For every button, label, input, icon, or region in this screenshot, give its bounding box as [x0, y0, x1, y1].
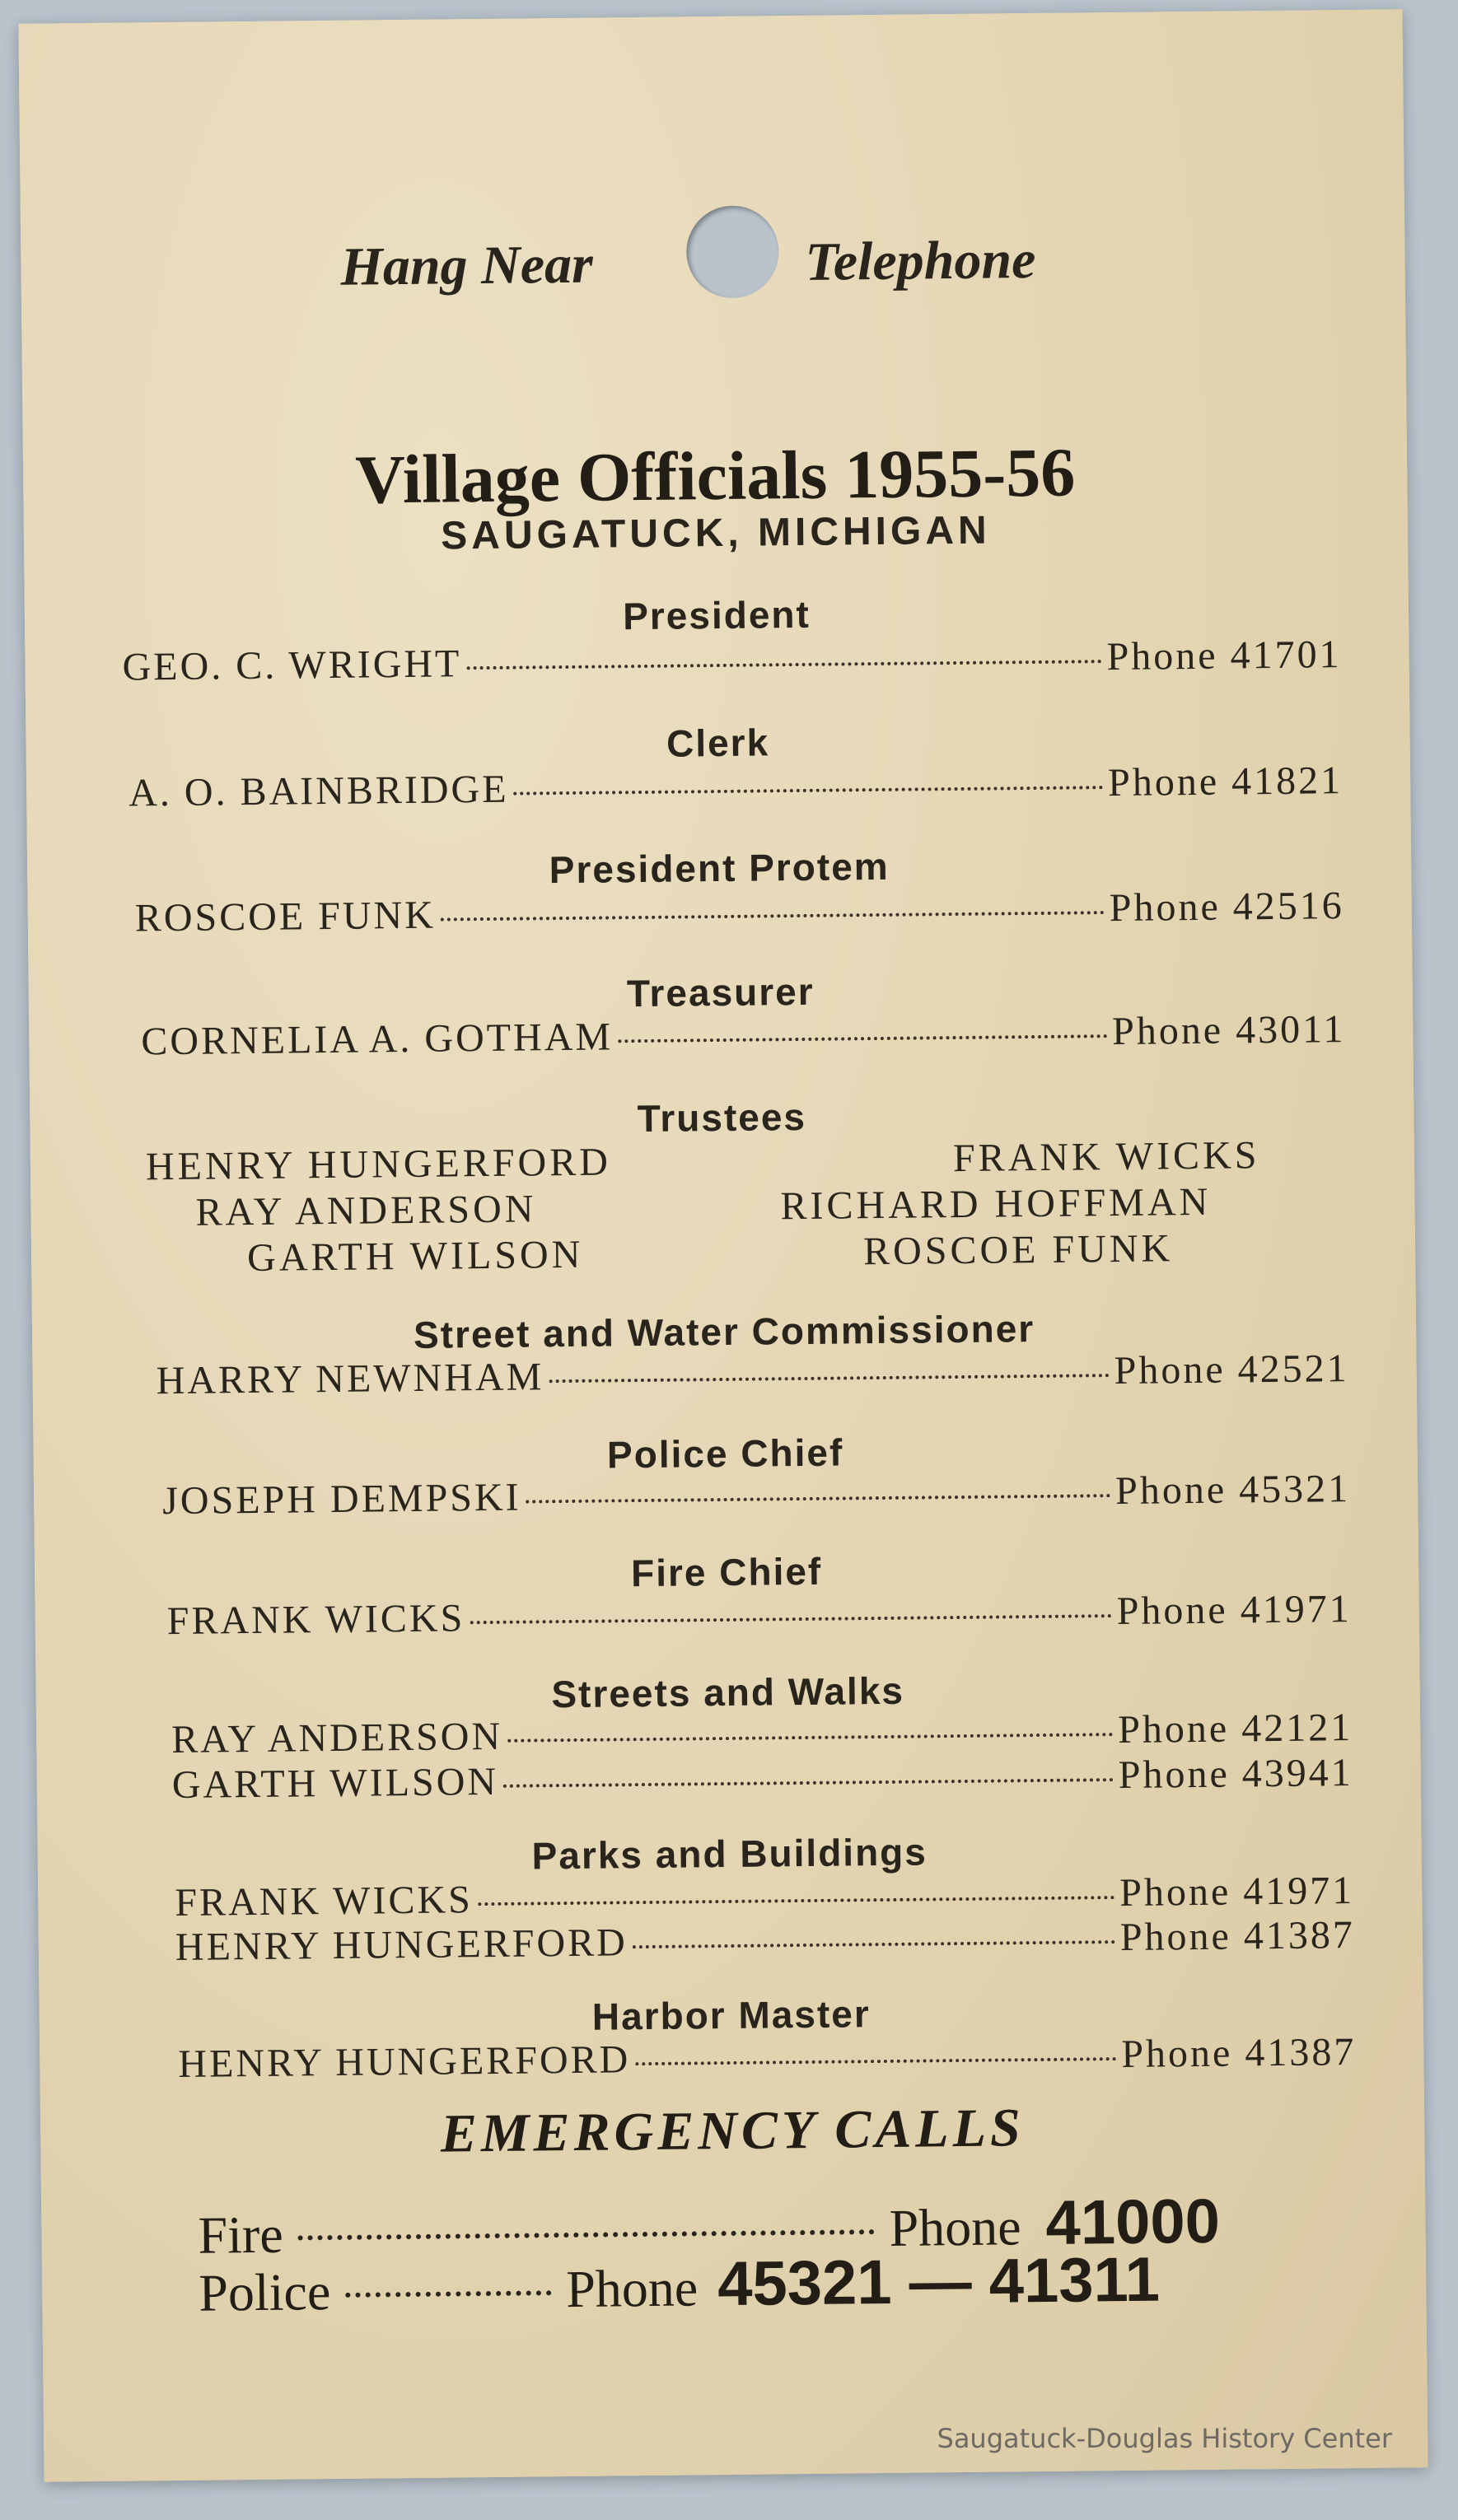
leader-dots — [298, 2229, 875, 2240]
leader-dots — [514, 786, 1104, 795]
phone-label: Phone — [889, 2197, 1021, 2257]
official-name: HENRY HUNGERFORD — [175, 1920, 629, 1970]
trustee-name: HENRY HUNGERFORD — [145, 1140, 612, 1189]
trustee-name: ROSCOE FUNK — [862, 1226, 1174, 1274]
street-water-heading: Street and Water Commissioner — [413, 1307, 1035, 1356]
official-name: JOSEPH DEMPSKI — [161, 1475, 521, 1524]
leader-dots — [441, 911, 1105, 921]
leader-dots — [507, 1733, 1113, 1743]
trustee-name: RAY ANDERSON — [195, 1187, 537, 1234]
fire-chief-heading: Fire Chief — [630, 1549, 823, 1595]
phone-number: Phone 41387 — [1121, 2030, 1357, 2076]
phone-number: Phone 45321 — [1115, 1467, 1351, 1514]
leader-dots — [635, 2057, 1116, 2065]
trustee-name: RICHARD HOFFMAN — [780, 1179, 1212, 1229]
treasurer-heading: Treasurer — [626, 969, 815, 1015]
protem-heading: President Protem — [549, 844, 890, 892]
trustees-heading: Trustees — [637, 1094, 807, 1141]
phone-number: Phone 42521 — [1114, 1346, 1349, 1393]
phone-number: Phone 41971 — [1119, 1869, 1355, 1916]
emergency-heading: EMERGENCY CALLS — [440, 2098, 1026, 2164]
phone-number: Phone 41971 — [1116, 1587, 1352, 1634]
leader-dots — [526, 1494, 1111, 1503]
clerk-heading: Clerk — [666, 721, 770, 765]
emergency-police-row — [199, 2242, 1353, 2326]
phone-number: Phone 42516 — [1109, 884, 1344, 931]
official-name: ROSCOE FUNK — [134, 893, 437, 940]
official-name: GARTH WILSON — [171, 1759, 499, 1808]
president-heading: President — [622, 592, 811, 638]
official-name: A. O. BAINBRIDGE — [128, 767, 509, 815]
photo-credit: Saugatuck-Douglas History Center — [937, 2423, 1392, 2454]
emergency-label: Fire — [198, 2205, 284, 2265]
phone-number: Phone 41701 — [1106, 632, 1342, 679]
hang-near-label: Hang Near — [340, 234, 594, 297]
leader-dots — [618, 1034, 1107, 1043]
leader-dots — [345, 2290, 551, 2298]
leader-dots — [466, 660, 1101, 670]
official-name: GEO. C. WRIGHT — [122, 642, 462, 689]
phone-number: Phone 42121 — [1117, 1706, 1353, 1752]
trustee-name: FRANK WICKS — [952, 1133, 1260, 1181]
phone-number: Phone 43941 — [1118, 1751, 1354, 1798]
emergency-label: Police — [198, 2262, 331, 2322]
phone-number: Phone 41821 — [1107, 758, 1344, 805]
hanging-hole — [686, 205, 779, 298]
phone-number: Phone 41387 — [1119, 1913, 1356, 1959]
official-name: HENRY HUNGERFORD — [178, 2037, 631, 2086]
official-name: FRANK WICKS — [166, 1596, 465, 1644]
phone-label: Phone — [565, 2258, 699, 2319]
card-title: Village Officials 1955-56 — [354, 434, 1076, 519]
phone-number: Phone 43011 — [1111, 1007, 1346, 1054]
parks-heading: Parks and Buildings — [531, 1830, 928, 1878]
trustee-name: GARTH WILSON — [246, 1232, 584, 1281]
leader-dots — [470, 1614, 1111, 1624]
streets-walks-heading: Streets and Walks — [551, 1668, 905, 1716]
official-name: RAY ANDERSON — [171, 1714, 503, 1762]
police-chief-heading: Police Chief — [606, 1430, 844, 1477]
telephone-label: Telephone — [805, 229, 1036, 292]
card-subtitle: SAUGATUCK, MICHIGAN — [440, 508, 991, 558]
harbor-master-heading: Harbor Master — [591, 1992, 871, 2038]
leader-dots — [478, 1896, 1115, 1906]
official-name: HARRY NEWNHAM — [156, 1355, 544, 1403]
emergency-number: 41000 — [1045, 2186, 1221, 2258]
emergency-number: 45321 — 41311 — [717, 2244, 1161, 2320]
leader-dots — [633, 1940, 1115, 1948]
official-name: CORNELIA A. GOTHAM — [141, 1015, 614, 1064]
phone-card — [18, 9, 1428, 2481]
official-name: FRANK WICKS — [175, 1878, 474, 1925]
leader-dots — [503, 1778, 1114, 1788]
leader-dots — [549, 1374, 1109, 1383]
